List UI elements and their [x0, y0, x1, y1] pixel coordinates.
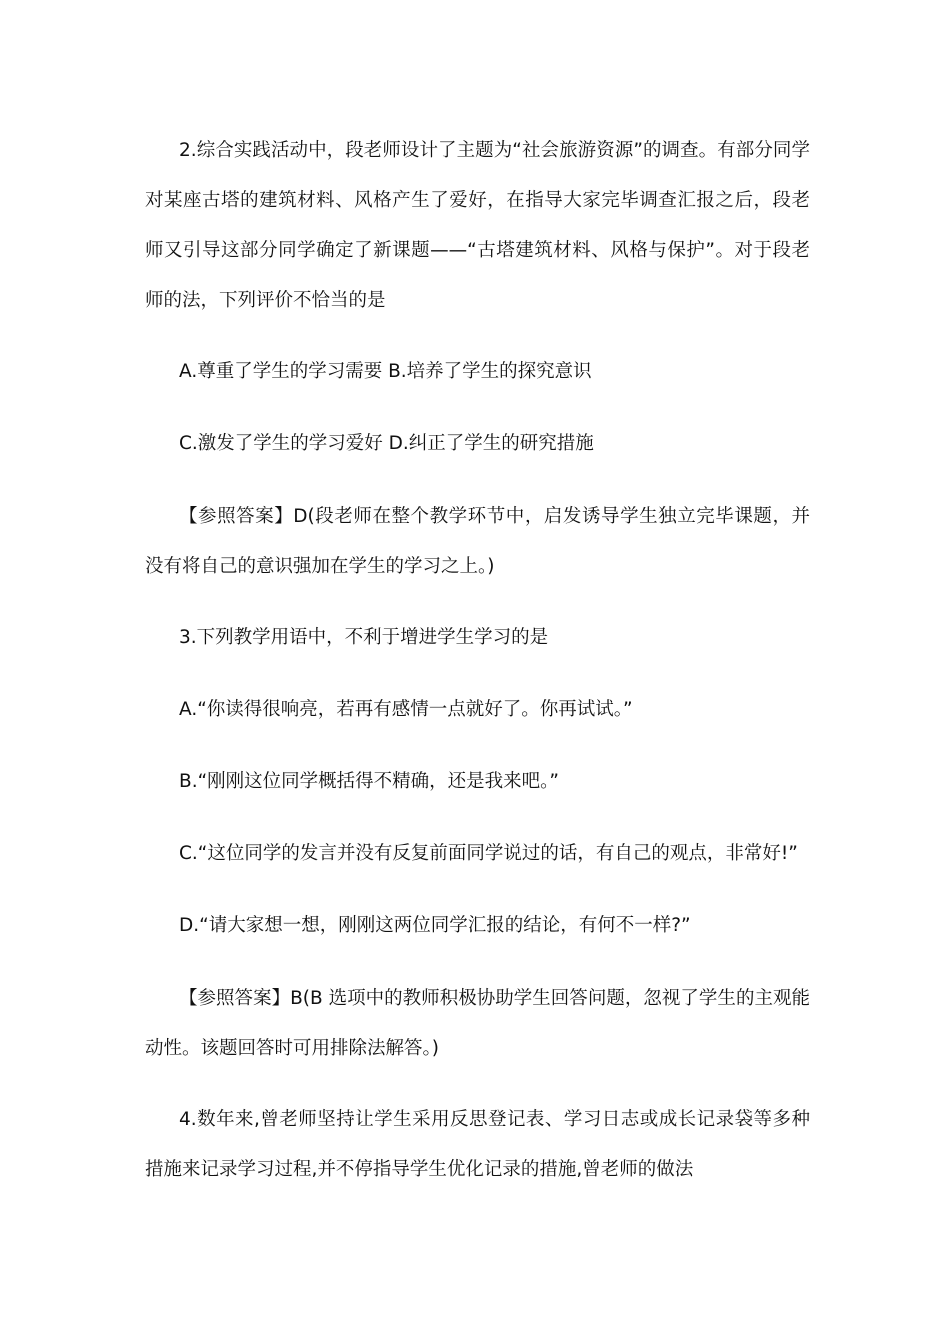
- question-2-stem: 2.综合实践活动中，段老师设计了主题为“社会旅游资源”的调查。有部分同学对某座古塔的建筑材料、风格产生了爱好，在指导大家完毕调查汇报之后，段老师又引导这部分同学确定了新课题——“古塔建筑材料、风格与保护”。对于段老师的法，下列评价不恰当的是: [145, 140, 810, 311]
- question-2-answer: 【参照答案】D(段老师在整个教学环节中，启发诱导学生独立完毕课题，并没有将自己的意识强加在学生的学习之上。): [145, 506, 810, 577]
- question-2-options-ab: A.尊重了学生的学习需要 B.培养了学生的探究意识: [179, 361, 592, 382]
- question-3-option-d: D.“请大家想一想，刚刚这两位同学汇报的结论，有何不一样?”: [179, 915, 691, 936]
- question-3-option-b: B.“刚刚这位同学概括得不精确，还是我来吧。”: [179, 771, 559, 792]
- question-4-stem: 4.数年来,曾老师坚持让学生采用反思登记表、学习日志或成长记录袋等多种措施来记录学习过程,并不停指导学生优化记录的措施,曾老师的做法: [145, 1109, 810, 1180]
- question-3-answer: 【参照答案】B(B 选项中的教师积极协助学生回答问题，忽视了学生的主观能动性。该题回答时可用排除法解答。): [145, 988, 810, 1059]
- question-3-option-a: A.“你读得很响亮，若再有感情一点就好了。你再试试。”: [179, 699, 633, 720]
- question-2-options-cd: C.激发了学生的学习爱好 D.纠正了学生的研究措施: [179, 433, 594, 454]
- question-3-option-c: C.“这位同学的发言并没有反复前面同学说过的话，有自己的观点，非常好!”: [179, 843, 798, 864]
- question-3-stem: 3.下列教学用语中，不利于增进学生学习的是: [179, 627, 549, 648]
